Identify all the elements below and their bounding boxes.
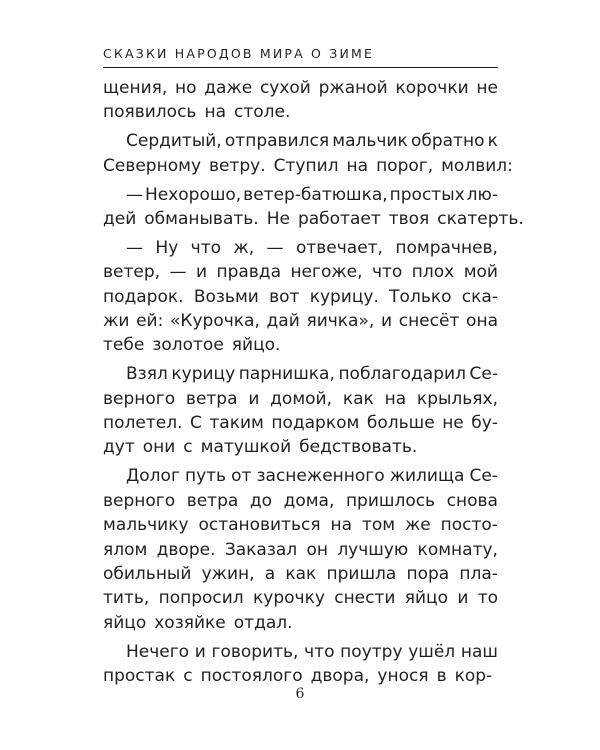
text-line: Сердитый, отправился мальчик обратно к xyxy=(126,131,498,152)
text-line: Северному ветру. Ступил на порог, молвил: xyxy=(103,155,513,176)
text-line: яйцо хозяйке отдал. xyxy=(103,612,293,633)
text-line: щения, но даже сухой ржаной корочки не xyxy=(103,78,498,98)
text-line: появилось на столе. xyxy=(103,102,291,123)
text-line: — Нехорошо, ветер-батюшка, простых лю- xyxy=(126,184,498,205)
text-line: тить, попросил курочку снести яйцо и то xyxy=(103,588,498,609)
paragraph xyxy=(103,236,498,358)
text-line: простак с постоялого двора, унося в кор- xyxy=(103,665,493,686)
text-line: подарок. Возьми вот курицу. Только ска- xyxy=(103,286,498,307)
text-line: ялом дворе. Заказал он лучшую комнату, xyxy=(103,539,498,560)
paragraph xyxy=(103,640,498,689)
text-line: полетел. С таким подарком больше не бу- xyxy=(103,413,498,434)
paragraph xyxy=(103,129,513,178)
text-line: — Ну что ж, — отвечает, помрачнев, xyxy=(126,237,498,258)
text-line: тебе золотое яйцо. xyxy=(103,335,281,356)
paragraph xyxy=(103,76,498,125)
body-text xyxy=(103,76,524,688)
text-line: дут они с матушкой бедствовать. xyxy=(103,437,418,458)
text-line: жи ей: «Курочка, дай яичка», и снесёт она xyxy=(103,311,498,332)
text-line: ветер, — и правда негоже, что плох мой xyxy=(103,262,498,283)
page-number: 6 xyxy=(295,686,305,702)
text-line: Взял курицу парнишка, поблагодарил Се- xyxy=(126,364,498,385)
header-rule xyxy=(103,67,498,68)
paragraph xyxy=(103,362,498,460)
text-line: обильный ужин, а как пришла пора пла- xyxy=(103,563,498,584)
paragraph xyxy=(103,464,498,635)
text-line: верного ветра до дома, пришлось снова xyxy=(103,490,498,511)
text-line: дей обманывать. Не работает твоя скатерть. xyxy=(103,208,524,229)
running-header: СКАЗКИ НАРОДОВ МИРА О ЗИМЕ xyxy=(103,46,375,61)
text-line: верного ветра и домой, как на крыльях, xyxy=(103,388,498,409)
text-line: мальчику остановиться на том же посто- xyxy=(103,515,498,536)
paragraph xyxy=(103,183,524,232)
text-line: Долог путь от заснеженного жилища Се- xyxy=(126,466,498,487)
text-line: Нечего и говорить, что поутру ушёл наш xyxy=(126,641,498,662)
